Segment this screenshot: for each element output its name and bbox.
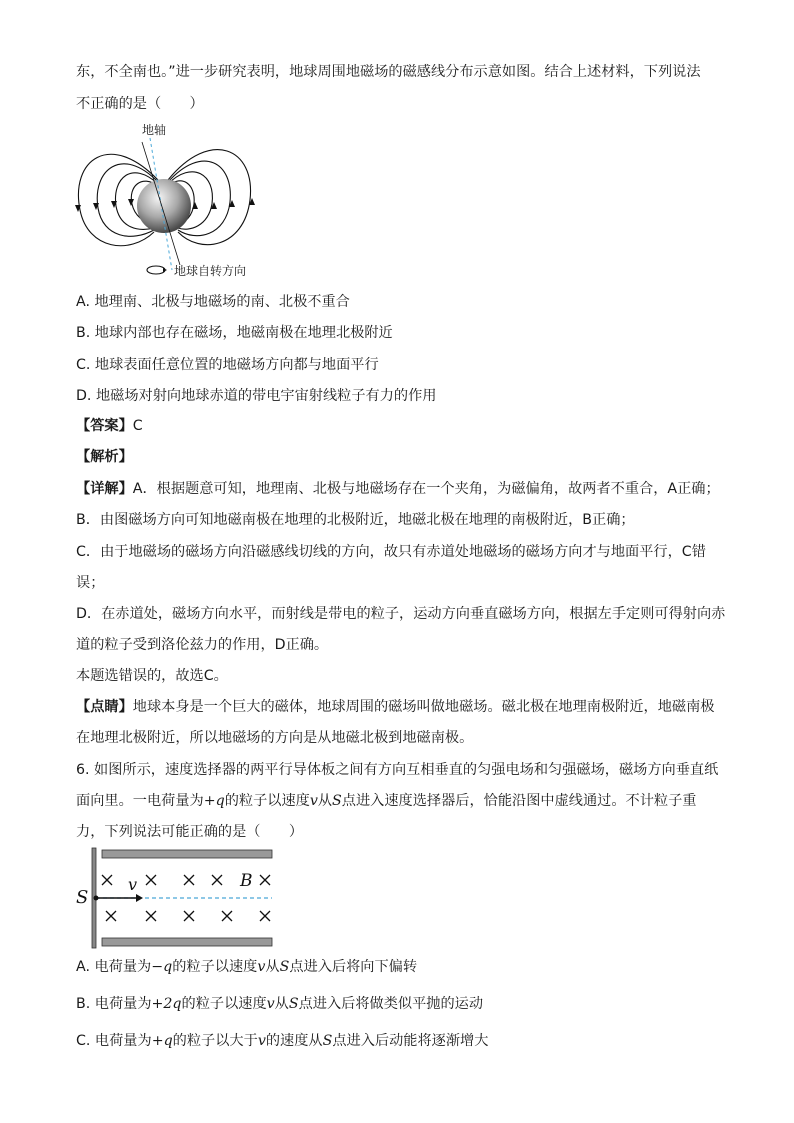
answer-value: C: [132, 418, 143, 434]
q5-option-b: B. 地球内部也存在磁场，地磁南极在地理北极附近: [76, 325, 393, 341]
q5-option-a: A. 地理南、北极与地磁场的南、北极不重合: [76, 294, 350, 310]
tip-line-2: 在地理北极附近，所以地磁场的方向是从地磁北极到地磁南极。: [76, 730, 474, 746]
analysis-tag: 【解析】: [76, 449, 133, 465]
tip-text-1: 地球本身是一个巨大的磁体，地球周围的磁场叫做地磁场。磁北极在地理南极附近，地磁南极: [132, 699, 715, 715]
q6-b-s: S: [288, 996, 299, 1012]
answer-line: [76, 416, 143, 436]
q6-option-b: [76, 994, 483, 1014]
q6-option-a: [76, 957, 417, 977]
detail-tag: 【详解】: [76, 481, 133, 497]
q6-charge: +q: [203, 793, 225, 809]
q6-c-charge: +q: [151, 1033, 173, 1049]
tip-tag: 【点睛】: [76, 699, 133, 715]
q6-b-charge: +2q: [151, 996, 182, 1012]
velocity-selector-figure: [72, 848, 282, 950]
q6-line-1: 6. 如图所示，速度选择器的两平行导体板之间有方向互相垂直的匀强电场和匀强磁场，磁场方向垂直纸: [76, 762, 719, 778]
b-label: B: [240, 871, 253, 891]
q6-c-text1: C. 电荷量为: [76, 1033, 152, 1049]
geomagnetic-field-figure: [70, 120, 270, 280]
q6-line-3: 力，下列说法可能正确的是（ ）: [76, 824, 304, 840]
conclusion: 本题选错误的，故选C。: [76, 668, 228, 684]
answer-tag: 【答案】: [76, 418, 133, 434]
q6-b-text1: B. 电荷量为: [76, 996, 152, 1012]
q6-line2-c: 从: [317, 793, 333, 809]
q5-option-d: D. 地磁场对射向地球赤道的带电宇宙射线粒子有力的作用: [76, 388, 437, 404]
detail-d-2: 道的粒子受到洛伦兹力的作用，D正确。: [76, 637, 329, 653]
q6-c-text2: 的粒子以大于: [172, 1033, 258, 1049]
q6-c-text4: 点进入后动能将逐渐增大: [332, 1033, 489, 1049]
q5-option-c: C. 地球表面任意位置的地磁场方向都与地面平行: [76, 357, 379, 373]
bottom-plate: [102, 938, 272, 946]
q6-b-v: v: [266, 996, 275, 1012]
q6-a-text3: 从: [265, 959, 280, 975]
earth-sphere: [137, 179, 191, 233]
detail-b: B．由图磁场方向可知地磁南极在地理的北极附近，地磁北极在地理的南极附近，B正确；: [76, 512, 635, 528]
q6-c-s: S: [322, 1033, 333, 1049]
q6-a-text4: 点进入后将向下偏转: [289, 959, 418, 975]
q6-c-text3: 的速度从: [265, 1033, 323, 1049]
v-label: v: [128, 875, 138, 894]
top-plate: [102, 850, 272, 858]
detail-c-1: C．由于地磁场的磁场方向沿磁感线切线的方向，故只有赤道处地磁场的磁场方向才与地面平行，C错: [76, 544, 706, 560]
detail-a: A．根据题意可知，地理南、北极与地磁场存在一个夹角，为磁偏角，故两者不重合，A正确；: [132, 481, 720, 497]
q6-b-text2: 的粒子以速度: [181, 996, 267, 1012]
q6-a-charge: −q: [151, 959, 173, 975]
detail-a-line: [76, 479, 720, 499]
q6-b-text3: 从: [274, 996, 289, 1012]
q6-a-v: v: [257, 959, 266, 975]
q6-a-text2: 的粒子以速度: [172, 959, 258, 975]
tip-line-1: [76, 697, 714, 717]
detail-c-2: 误；: [76, 575, 105, 591]
intro-line-1: 东，不全南也。”进一步研究表明，地球周围地磁场的磁感线分布示意如图。结合上述材料，下列说法: [76, 64, 701, 80]
q6-c-v: v: [257, 1033, 266, 1049]
q6-b-text4: 点进入后将做类似平抛的运动: [298, 996, 484, 1012]
intro-line-2: 不正确的是（ ）: [76, 96, 204, 112]
q6-a-s: S: [279, 959, 290, 975]
q6-line2-a: 面向里。一电荷量为: [76, 793, 204, 809]
q6-a-text1: A. 电荷量为: [76, 959, 152, 975]
q6-line-2: [76, 791, 696, 811]
axis-label: 地轴: [142, 123, 167, 137]
q6-line2-b: 的粒子以速度: [224, 793, 310, 809]
q6-line2-d: 点进入速度选择器后，恰能沿图中虚线通过。不计粒子重: [341, 793, 697, 809]
detail-d-1: D．在赤道处，磁场方向水平，而射线是带电的粒子，运动方向垂直磁场方向，根据左手定则可得射向赤: [76, 606, 726, 622]
q6-point-s: S: [332, 793, 342, 809]
q6-option-c: [76, 1031, 488, 1051]
rotation-ellipse: [147, 266, 165, 274]
s-label: S: [76, 887, 89, 908]
rotation-label: 地球自转方向: [174, 264, 247, 278]
q6-velocity: v: [309, 793, 318, 809]
